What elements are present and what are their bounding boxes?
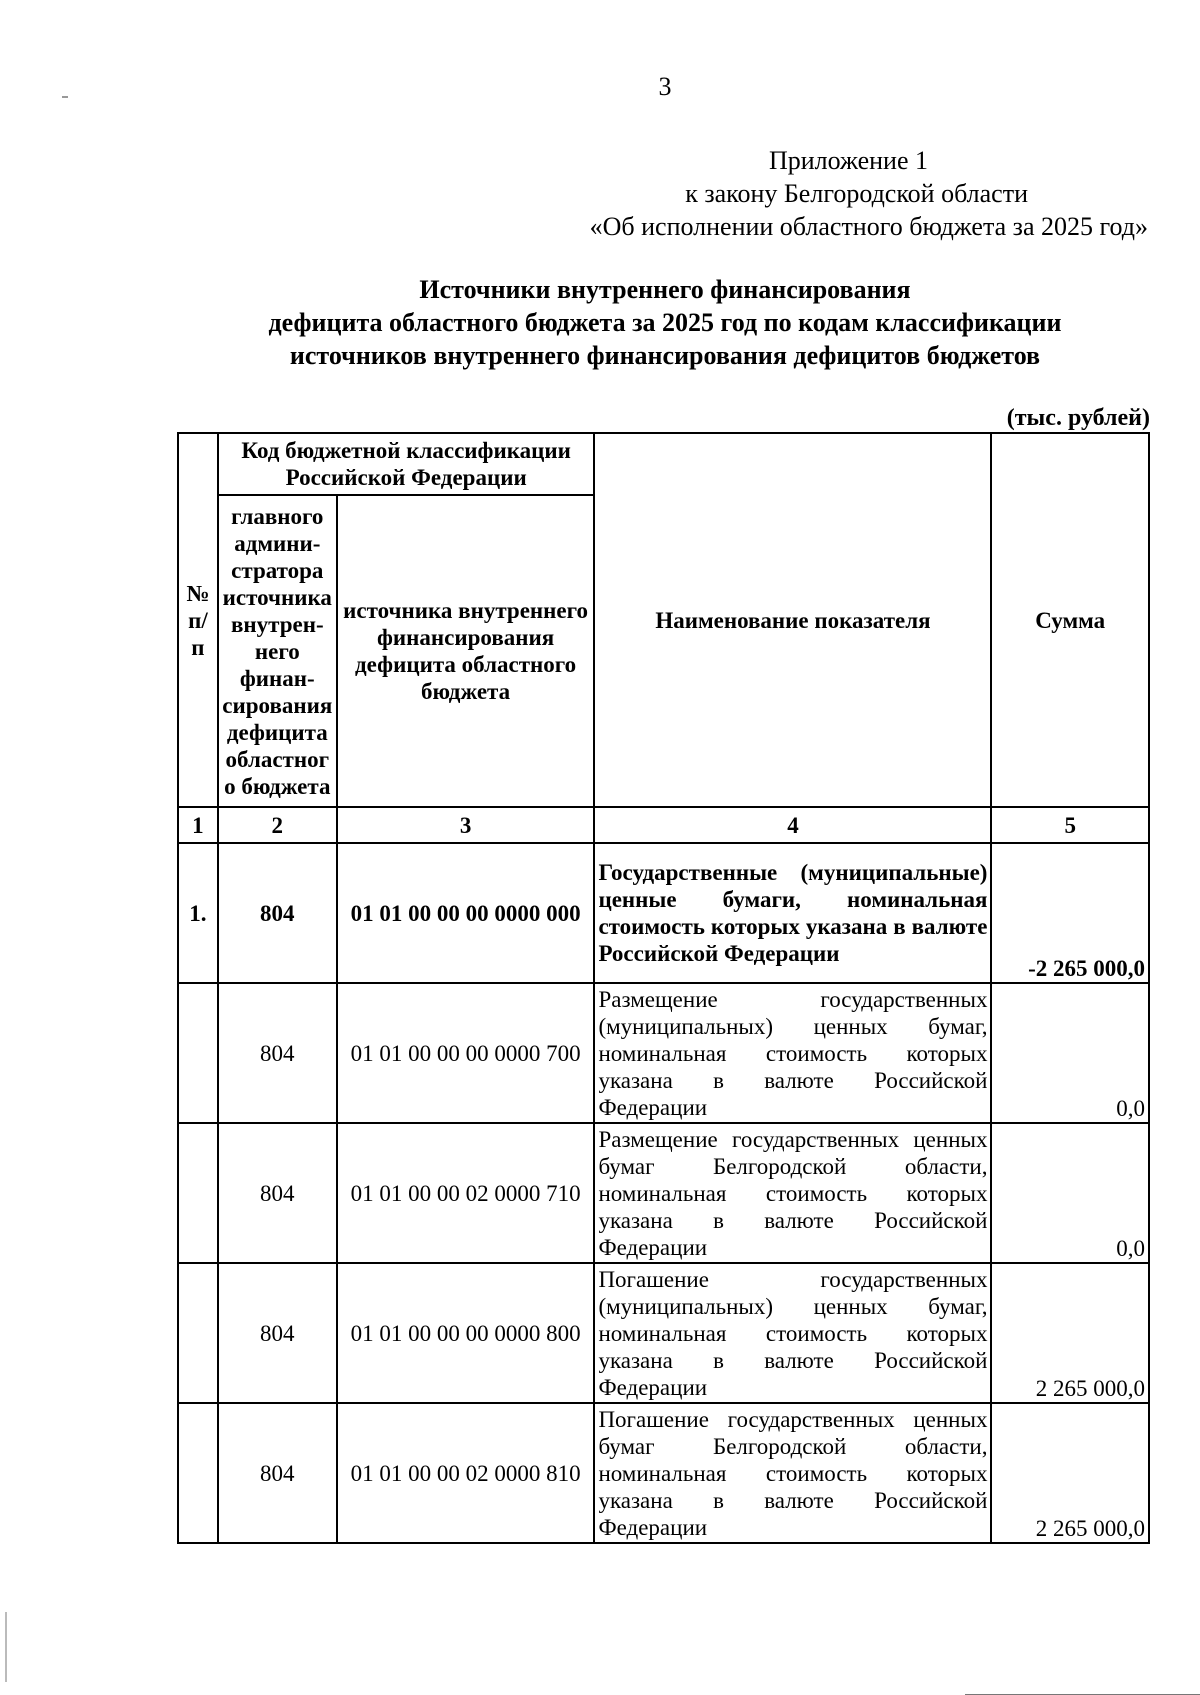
row-num: [178, 1263, 218, 1403]
document-title: [200, 273, 1130, 372]
column-number: 1: [178, 807, 218, 843]
row-sum: 0,0: [991, 983, 1149, 1123]
row-source-code: 01 01 00 00 00 0000 000: [337, 843, 595, 983]
row-sum: -2 265 000,0: [991, 843, 1149, 983]
column-number: 3: [337, 807, 595, 843]
row-sum: 0,0: [991, 1123, 1149, 1263]
column-number-row: [178, 807, 1149, 843]
table-row: [178, 1263, 1149, 1403]
units-label: (тыс. рублей): [1006, 405, 1150, 431]
row-name: Погашение государственных ценных бумаг Белгородской области, номинальная стоимость которых указана в валюте Российской Федерации: [594, 1403, 991, 1543]
header-source: источника внутреннего финансирования дефицита областного бюджета: [337, 495, 595, 807]
row-source-code: 01 01 00 00 02 0000 710: [337, 1123, 595, 1263]
table-row: [178, 1123, 1149, 1263]
header-sum: Сумма: [991, 433, 1149, 807]
row-sum: 2 265 000,0: [991, 1263, 1149, 1403]
row-source-code: 01 01 00 00 02 0000 810: [337, 1403, 595, 1543]
row-name: Размещение государственных ценных бумаг Белгородской области, номинальная стоимость которых указана в валюте Российской Федерации: [594, 1123, 991, 1263]
column-number: 2: [218, 807, 337, 843]
row-sum: 2 265 000,0: [991, 1403, 1149, 1543]
row-num: [178, 1403, 218, 1543]
header-code-group: Код бюджетной классификации Российской Федерации: [218, 433, 595, 495]
row-num: 1.: [178, 843, 218, 983]
appendix-line-2: к закону Белгородской области: [685, 179, 1028, 208]
header-name: Наименование показателя: [594, 433, 991, 807]
row-name: Государственные (муниципальные) ценные бумаги, номинальная стоимость которых указана в валюте Российской Федерации: [594, 843, 991, 983]
table-row: [178, 843, 1149, 983]
row-num: [178, 983, 218, 1123]
header-num: № п/п: [178, 433, 218, 807]
scan-margin-mark: [5, 1612, 7, 1682]
row-admin-code: 804: [218, 1123, 337, 1263]
header-admin: главного админи-стратора источника внутрен-него финан-сирования дефицита областного бюджета: [218, 495, 337, 807]
row-source-code: 01 01 00 00 00 0000 800: [337, 1263, 595, 1403]
table-row: [178, 983, 1149, 1123]
title-line-2: дефицита областного бюджета за 2025 год по кодам классификации: [268, 308, 1062, 337]
appendix-block: [448, 144, 1148, 243]
row-name: Размещение государственных (муниципальных) ценных бумаг, номинальная стоимость которых указана в валюте Российской Федерации: [594, 983, 991, 1123]
row-admin-code: 804: [218, 1403, 337, 1543]
title-line-3: источников внутреннего финансирования дефицитов бюджетов: [289, 341, 1041, 370]
financing-sources-table: [177, 432, 1150, 1544]
header-row-1: [178, 433, 1149, 495]
column-number: 4: [594, 807, 991, 843]
row-name: Погашение государственных (муниципальных) ценных бумаг, номинальная стоимость которых указана в валюте Российской Федерации: [594, 1263, 991, 1403]
appendix-line-1: Приложение 1: [768, 146, 928, 175]
row-admin-code: 804: [218, 983, 337, 1123]
page-number: 3: [658, 72, 672, 101]
table-row: [178, 1403, 1149, 1543]
row-admin-code: 804: [218, 1263, 337, 1403]
row-num: [178, 1123, 218, 1263]
row-source-code: 01 01 00 00 00 0000 700: [337, 983, 595, 1123]
row-admin-code: 804: [218, 843, 337, 983]
appendix-line-3: «Об исполнении областного бюджета за 2025 год»: [589, 212, 1148, 241]
title-line-1: Источники внутреннего финансирования: [419, 275, 911, 304]
column-number: 5: [991, 807, 1149, 843]
